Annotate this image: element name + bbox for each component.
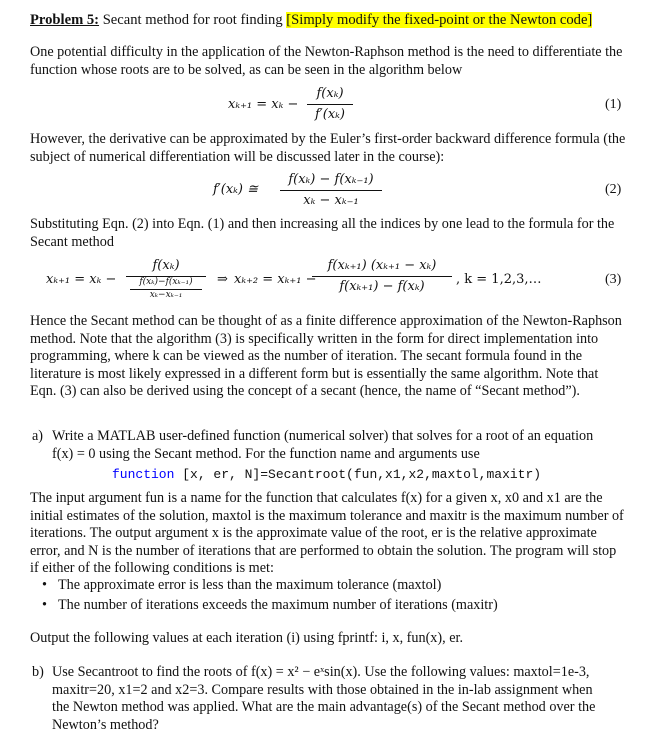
eq3-inner-numerator: f(xₖ)−f(xₖ₋₁): [139, 277, 193, 287]
eq3-numerator: f(xₖ): [152, 258, 180, 273]
part-b-text: Use Secantroot to find the roots of f(x) = x² − eˣsin(x). Use the following values: maxtol=1e-3, maxitr=20, x1=2 and x2=3. Compare results with those obtained in the in-lab assignment when the Newton method was applied. What are the main advantage(s) of the Secant method over the Newton’s method?: [52, 664, 596, 733]
eq2-denominator: xₖ − xₖ₋₁: [303, 193, 359, 208]
eq1-numerator: f(xₖ): [316, 86, 344, 101]
eq1-number: (1): [605, 97, 622, 112]
part-a-label: a): [32, 428, 44, 444]
intro-paragraph: One potential difficulty in the application of the Newton-Raphson method is the need to differentiate the function whose roots are to be solved, as can be seen in the algorithm below: [30, 44, 623, 78]
bullet-item: [42, 577, 442, 594]
eq1-fraction-bar: [307, 104, 353, 105]
eq3-number: (3): [605, 272, 622, 287]
substituting-paragraph: Substituting Eqn. (2) into Eqn. (1) and then increasing all the indices by one lead to the formula for the Secant method: [30, 216, 615, 250]
hence-paragraph: Hence the Secant method can be thought of as a finite difference approximation of the Newton-Raphson method. Note that the algorithm (3) is specifically written in the form for direct implementation into programming, where k can be viewed as the number of iteration. The secant formula found in the literature is most likely expressed in a different form but is essentially the same algorithm. Note that Eqn. (3) can also be derived using the concept of a secant (hence, the name of “Secant method”).: [30, 313, 622, 399]
eq2-number: (2): [605, 182, 622, 197]
eq3-lhs: xₖ₊₁ = xₖ −: [46, 272, 117, 287]
eq1-denominator: f′(xₖ): [315, 107, 345, 122]
eq2-fraction-bar: [280, 190, 382, 191]
description-paragraph: The input argument fun is a name for the function that calculates f(x) for a given x, x0 and x1 are the initial estimates of the solution, maxtol is the maximum tolerance and maxitr is the maximum number of iterations. The output argument x is the approximate value of the root, er is the relative approximate error, and N is the number of iterations that are performed to obtain the solution. The program will stop if either of the following conditions is met:: [30, 490, 624, 576]
eq3-numerator-2: f(xₖ₊₁) (xₖ₊₁ − xₖ): [327, 258, 437, 273]
eq1-lhs: xₖ₊₁ = xₖ −: [228, 97, 299, 112]
eq3-fraction-bar-2: [312, 276, 452, 277]
eq3-inner-denominator: xₖ−xₖ₋₁: [149, 290, 183, 300]
eq3-index-range: , k = 1,2,3,…: [456, 272, 542, 287]
problem-header: [30, 12, 592, 29]
part-b-label: b): [32, 664, 44, 680]
however-paragraph: However, the derivative can be approximated by the Euler’s first-order backward difference formula (the subject of numerical differentiation will be discussed later in the course):: [30, 131, 626, 165]
bullet-text: The number of iterations exceeds the maximum number of iterations (maxitr): [58, 597, 498, 613]
eq3-denominator-2: f(xₖ₊₁) − f(xₖ): [339, 279, 425, 294]
highlighted-instruction: [Simply modify the fixed-point or the Newton code]: [286, 12, 593, 28]
eq2-numerator: f(xₖ) − f(xₖ₋₁): [288, 172, 374, 187]
bullet-icon: •: [42, 577, 47, 593]
output-instruction: Output the following values at each iteration (i) using fprintf: i, x, fun(x), er.: [30, 630, 464, 646]
bullet-item: [42, 597, 498, 614]
part-a-text: Write a MATLAB user-defined function (numerical solver) that solves for a root of an equation f(x) = 0 using the Secant method. For the function name and arguments use: [52, 428, 594, 462]
function-signature: [112, 467, 541, 482]
bullet-icon: •: [42, 597, 47, 613]
implies-arrow: ⇒: [217, 272, 228, 287]
problem-label: Problem 5:: [30, 12, 100, 28]
code-signature: [x, er, N]=Secantroot(fun,x1,x2,maxtol,maxitr): [174, 467, 542, 482]
bullet-text: The approximate error is less than the maximum tolerance (maxtol): [58, 577, 442, 593]
eq2-lhs: f′(xₖ) ≅: [213, 182, 259, 197]
problem-title: Secant method for root finding: [99, 12, 287, 28]
code-keyword: function: [112, 467, 175, 482]
eq3-mid: xₖ₊₂ = xₖ₊₁ −: [234, 272, 317, 287]
